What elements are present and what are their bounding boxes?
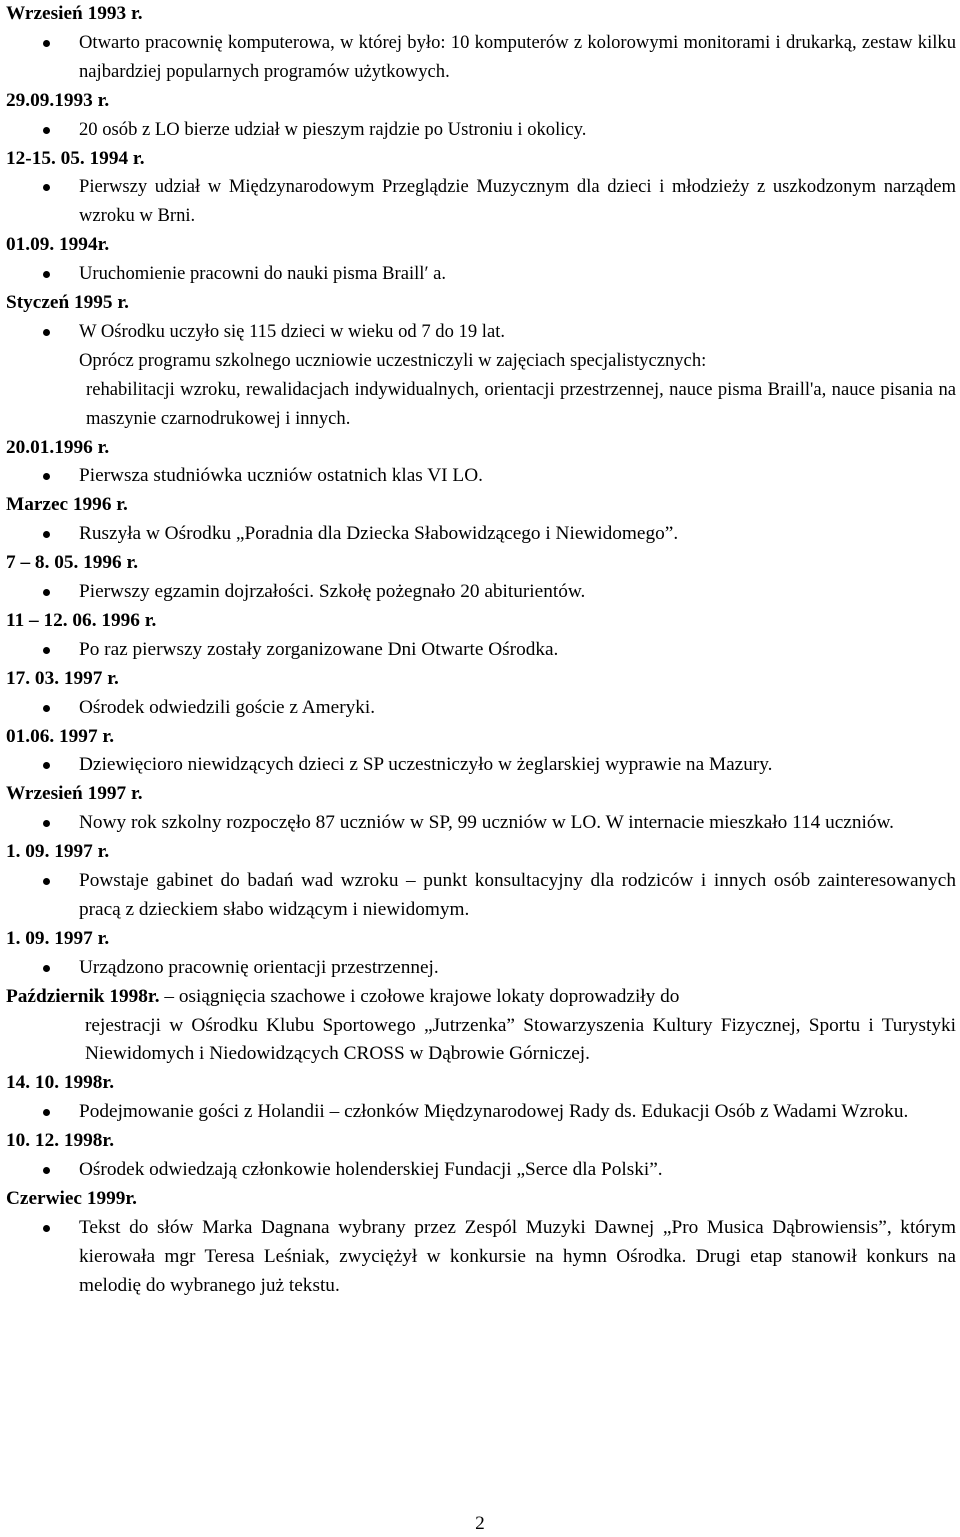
- bullet-icon: [43, 473, 50, 480]
- entry-date: 29.09.1993 r.: [6, 89, 110, 111]
- list-item: [6, 694, 956, 723]
- entry-text: Po raz pierwszy zostały zorganizowane Dni Otwarte Ośrodka.: [79, 638, 559, 660]
- bullet-icon: [43, 762, 50, 769]
- list-item: [6, 636, 956, 665]
- entry-date: 1. 09. 1997 r.: [6, 841, 110, 863]
- october-1998-entry: [6, 983, 956, 1070]
- list-item: [6, 173, 956, 231]
- bullet-icon: [43, 820, 50, 827]
- list-item: [6, 578, 956, 607]
- entry-text: Dziewięcioro niewidzących dzieci z SP uczestniczyło w żeglarskiej wyprawie na Mazury.: [79, 754, 773, 776]
- list-item: [6, 1156, 956, 1185]
- bullet-icon: [43, 965, 50, 972]
- entry-date: 7 – 8. 05. 1996 r.: [6, 552, 139, 574]
- entry-text: Tekst do słów Marka Dagnana wybrany przez Zespól Muzyki Dawnej „Pro Musica Dąbrowiensis”, którym kierowała mgr Teresa Leśniak, zwyciężył w konkursie na hymn Ośrodka. Drugi etap stanowił konkurs na melodię do wybranego już tekstu.: [79, 1216, 956, 1296]
- paragraph-first-line: Oprócz programu szkolnego uczniowie uczestniczyli w zajęciach specjalistycznych:: [79, 349, 707, 371]
- entry-text: Pierwsza studniówka uczniów ostatnich klas VI LO.: [79, 465, 483, 487]
- entry-text: Urządzono pracownię orientacji przestrzennej.: [79, 956, 439, 978]
- entry-date: 17. 03. 1997 r.: [6, 667, 119, 689]
- bullet-icon: [43, 184, 50, 191]
- entry-text: Ruszyła w Ośrodku „Poradnia dla Dziecka Słabowidzącego i Niewidomego”.: [79, 523, 679, 545]
- bullet-icon: [43, 271, 50, 278]
- list-item: [6, 751, 956, 780]
- page-number: 2: [475, 1513, 485, 1534]
- entry-date: 01.06. 1997 r.: [6, 725, 115, 747]
- entry-first-line: – osiągnięcia szachowe i czołowe krajowe lokaty doprowadziły do: [159, 985, 680, 1007]
- bullet-icon: [43, 1167, 50, 1174]
- list-item: [6, 867, 956, 925]
- entry-date: Czerwiec 1999r.: [6, 1187, 137, 1209]
- bullet-icon: [43, 589, 50, 596]
- bullet-icon: [43, 1225, 50, 1232]
- entry-date: Styczeń 1995 r.: [6, 292, 129, 313]
- entry-text: Podejmowanie gości z Holandii – członków Międzynarodowej Rady ds. Edukacji Osób z Wadami Wzroku.: [79, 1101, 909, 1123]
- list-item: [6, 1214, 956, 1301]
- bullet-icon: [43, 878, 50, 885]
- entry-text: Otwarto pracownię komputerowa, w której było: 10 komputerów z kolorowymi monitorami i drukarką, zestaw kilku najbardziej popularnych programów użytkowych.: [79, 31, 956, 82]
- list-item: [6, 809, 956, 838]
- entry-date: Październik 1998r.: [6, 985, 160, 1007]
- entry-text: Ośrodek odwiedzają członkowie holenderskiej Fundacji „Serce dla Polski”.: [79, 1159, 663, 1180]
- list-item: [6, 954, 956, 983]
- entry-date: 20.01.1996 r.: [6, 436, 110, 458]
- entry-text: Uruchomienie pracowni do nauki pisma Braill′ a.: [79, 263, 447, 285]
- entry-text: 20 osób z LO bierze udział w pieszym rajdzie po Ustroniu i okolicy.: [79, 118, 587, 140]
- list-item: [6, 462, 956, 491]
- specialist-classes-paragraph: [6, 347, 956, 434]
- entry-date: 01.09. 1994r.: [6, 234, 110, 256]
- entry-date: 10. 12. 1998r.: [6, 1130, 115, 1152]
- bullet-icon: [43, 647, 50, 654]
- entry-date: Marzec 1996 r.: [6, 494, 128, 516]
- list-item: [6, 116, 956, 145]
- entry-date: 11 – 12. 06. 1996 r.: [6, 609, 157, 631]
- entry-text: W Ośrodku uczyło się 115 dzieci w wieku od 7 do 19 lat.: [79, 320, 506, 342]
- bullet-icon: [43, 127, 50, 134]
- entry-text: Ośrodek odwiedzili goście z Ameryki.: [79, 696, 376, 718]
- entry-text: Pierwszy udział w Międzynarodowym Przeglądzie Muzycznym dla dzieci i młodzieży z uszkodzonym narządem wzroku w Brni.: [79, 176, 956, 227]
- chronicle-content: [6, 0, 956, 1301]
- entry-text: Pierwszy egzamin dojrzałości. Szkołę pożegnało 20 abiturientów.: [79, 581, 586, 602]
- bullet-icon: [43, 531, 50, 538]
- list-item: [6, 29, 956, 87]
- bullet-icon: [43, 705, 50, 712]
- entry-date: Wrzesień 1993 r.: [6, 3, 143, 24]
- list-item: [6, 520, 956, 549]
- entry-continuation: rejestracji w Ośrodku Klubu Sportowego „Jutrzenka” Stowarzyszenia Kultury Fizycznej, Sportu i Turystyki Niewidomych i Niedowidzących CROSS w Dąbrowie Górniczej.: [85, 1014, 956, 1065]
- entry-date: 1. 09. 1997 r.: [6, 927, 110, 949]
- list-item: [6, 318, 956, 347]
- list-item: [6, 260, 956, 289]
- entry-date: 12-15. 05. 1994 r.: [6, 147, 145, 169]
- entry-date: Wrzesień 1997 r.: [6, 783, 143, 805]
- list-item: [6, 1098, 956, 1127]
- entry-text: Nowy rok szkolny rozpoczęło 87 uczniów w SP, 99 uczniów w LO. W internacie mieszkało 114 uczniów.: [79, 812, 894, 834]
- entry-text: Powstaje gabinet do badań wad wzroku – punkt konsultacyjny dla rodziców i innych osób zainteresowanych pracą z dzieckiem słabo widzącym i niewidomym.: [79, 869, 956, 920]
- bullet-icon: [43, 40, 50, 47]
- bullet-icon: [43, 329, 50, 336]
- entry-date: 14. 10. 1998r.: [6, 1072, 115, 1094]
- paragraph-continuation: rehabilitacji wzroku, rewalidacjach indywidualnych, orientacji przestrzennej, nauce pisma Braill'a, nauce pisania na maszynie czarnodrukowej i innych.: [86, 378, 956, 429]
- bullet-icon: [43, 1109, 50, 1116]
